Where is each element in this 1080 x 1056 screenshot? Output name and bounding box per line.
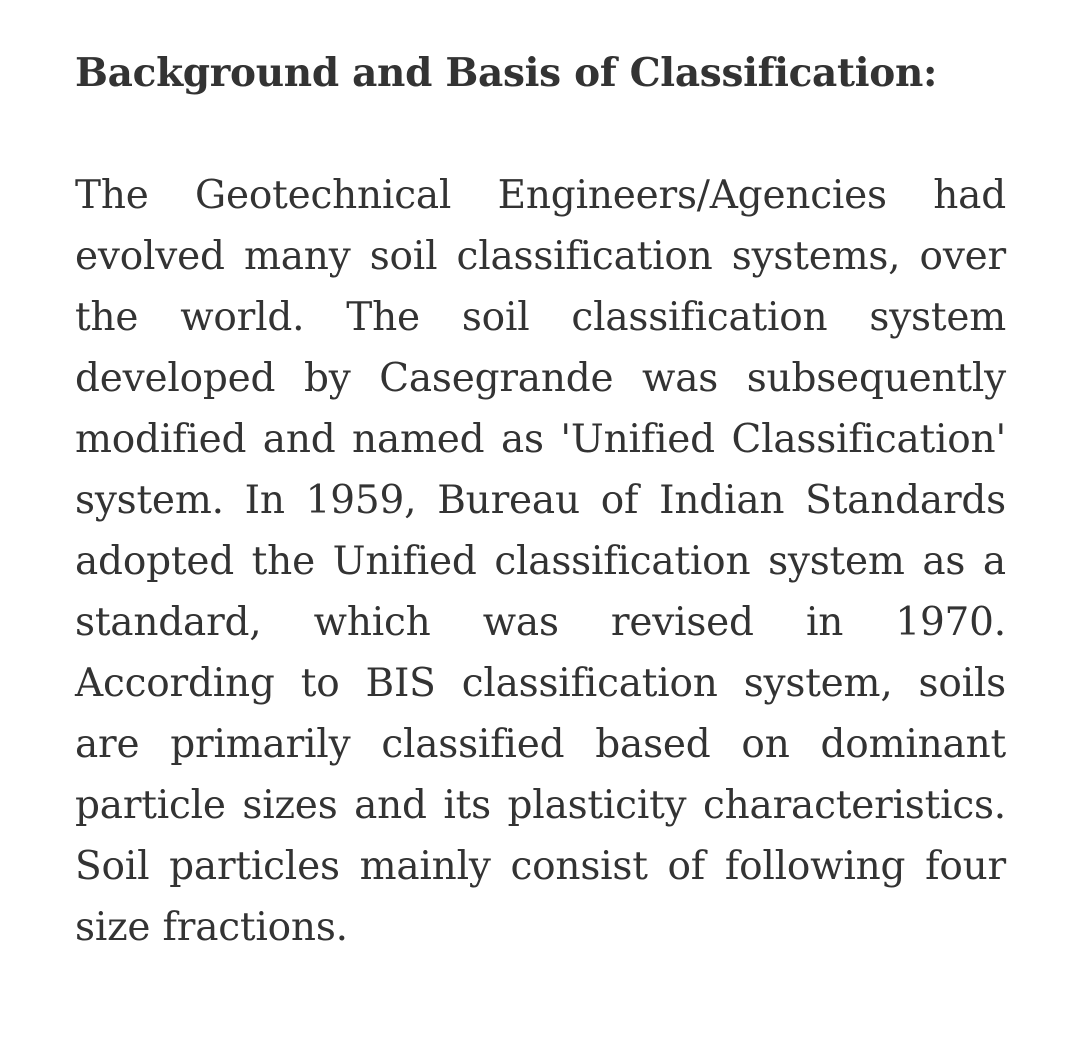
article-content — [75, 44, 1006, 958]
section-heading: Background and Basis of Classification: — [75, 50, 938, 96]
body-paragraph: The Geotechnical Engineers/Agencies had evolved many soil classification systems, over the world. The soil classification system developed by Casegrande was subsequently modified and named as 'Unified Classification' system. In 1959, Bureau of Indian Standards adopted the Unified classification system as a standard, which was revised in 1970. According to BIS classification system, soils are primarily classified based on dominant particle sizes and its plasticity characteristics. Soil particles mainly consist of following four size fractions. — [75, 173, 1006, 950]
